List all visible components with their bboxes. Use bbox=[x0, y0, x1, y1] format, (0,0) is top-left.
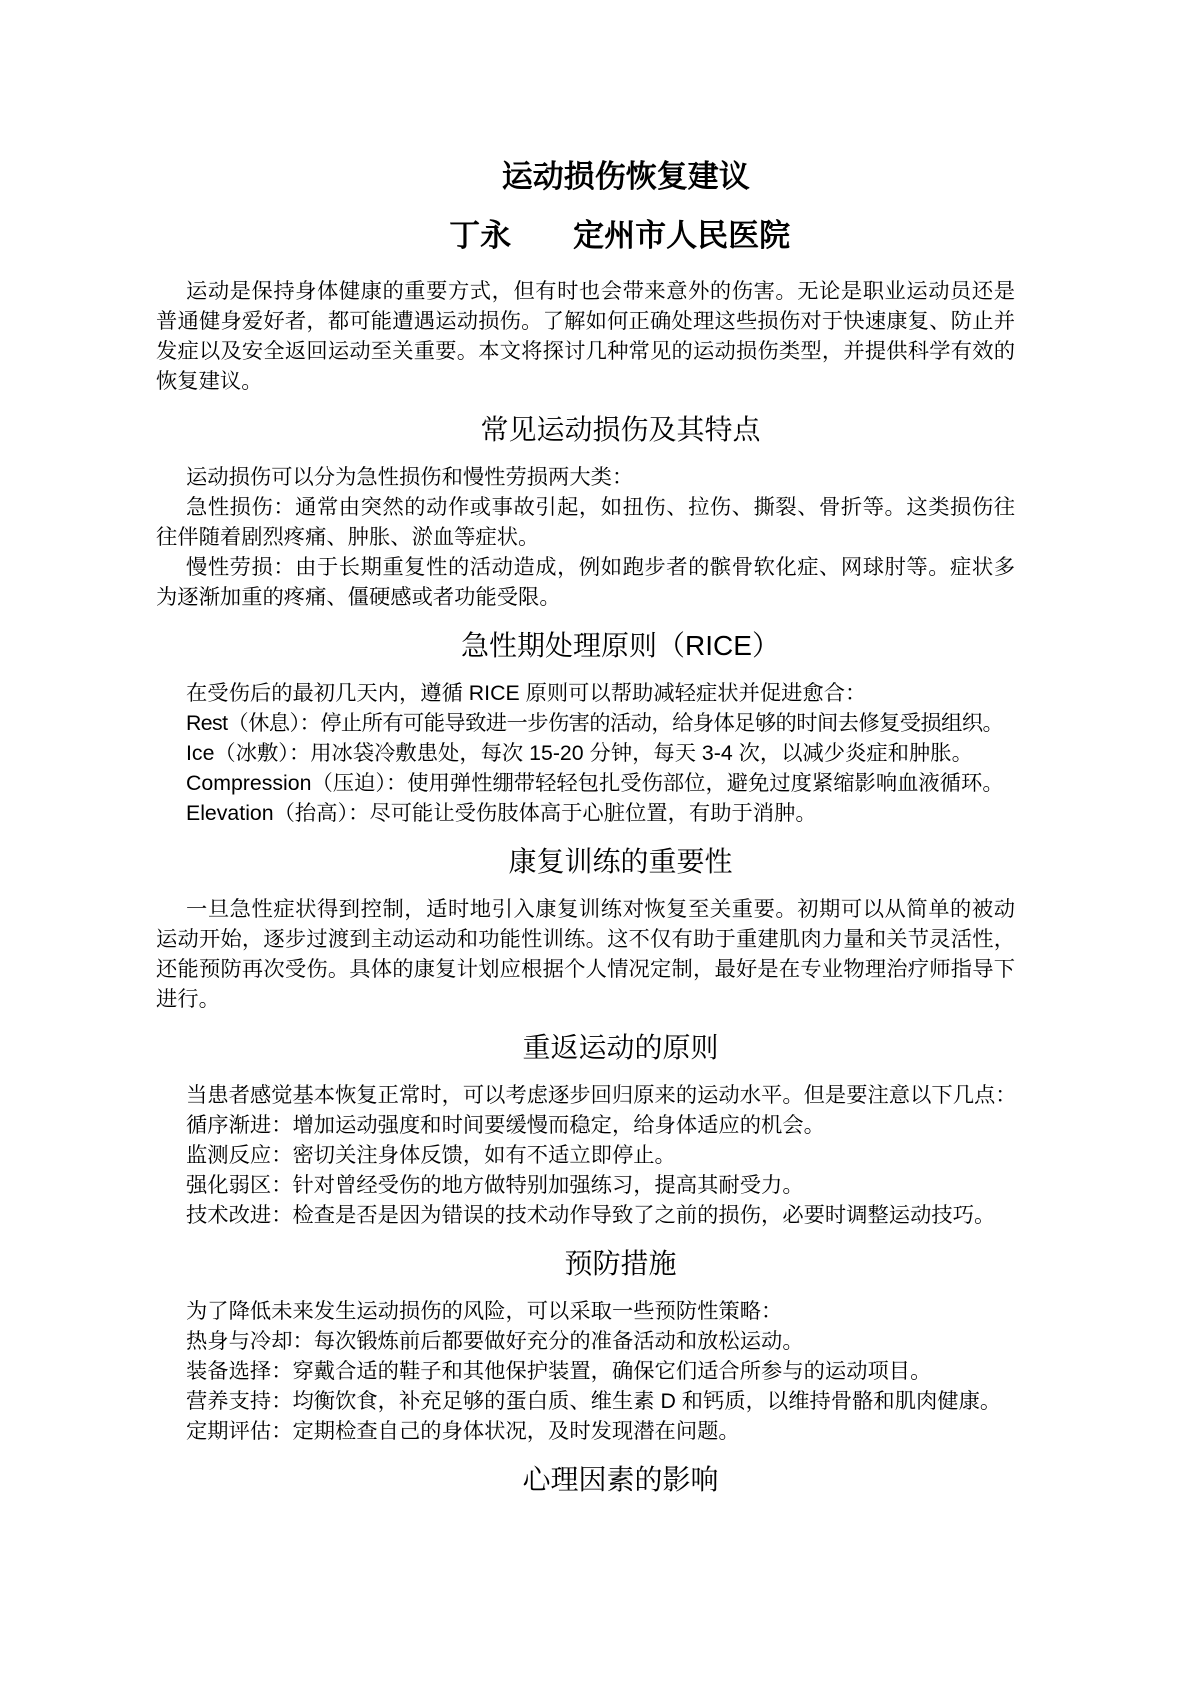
paragraph: 当患者感觉基本恢复正常时，可以考虑逐步回归原来的运动水平。但是要注意以下几点： bbox=[186, 1083, 1017, 1107]
section-heading: 心理因素的影响 bbox=[522, 1464, 719, 1495]
section-heading: 重返运动的原则 bbox=[522, 1032, 719, 1063]
paragraph: 慢性劳损：由于长期重复性的活动造成，例如跑步者的髌骨软化症、网球肘等。症状多为逐渐加重的疼痛、僵硬感或者功能受限。 bbox=[156, 555, 1015, 609]
paragraph: 热身与冷却：每次锻炼前后都要做好充分的准备活动和放松运动。 bbox=[186, 1329, 804, 1353]
paragraph: 技术改进：检查是否是因为错误的技术动作导致了之前的损伤，必要时调整运动技巧。 bbox=[186, 1203, 996, 1227]
document-body bbox=[156, 276, 1015, 1500]
section-heading: 康复训练的重要性 bbox=[508, 846, 733, 877]
paragraph: 定期评估：定期检查自己的身体状况，及时发现潜在问题。 bbox=[186, 1419, 740, 1443]
paragraph: 在受伤后的最初几天内，遵循 RICE 原则可以帮助减轻症状并促进愈合： bbox=[186, 681, 867, 705]
paragraph: Compression（压迫）：使用弹性绷带轻轻包扎受伤部位，避免过度紧缩影响血液循环。 bbox=[186, 771, 1004, 795]
paragraph: 营养支持：均衡饮食，补充足够的蛋白质、维生素 D 和钙质，以维持骨骼和肌肉健康。 bbox=[186, 1389, 1002, 1413]
document-title: 运动损伤恢复建议 bbox=[501, 159, 750, 194]
paragraph: 为了降低未来发生运动损伤的风险，可以采取一些预防性策略： bbox=[186, 1299, 783, 1323]
paragraph: 运动是保持身体健康的重要方式，但有时也会带来意外的伤害。无论是职业运动员还是普通健身爱好者，都可能遭遇运动损伤。了解如何正确处理这些损伤对于快速康复、防止并发症以及安全返回运动至关重要。本文将探讨几种常见的运动损伤类型，并提供科学有效的恢复建议。 bbox=[156, 279, 1015, 393]
section-heading: 常见运动损伤及其特点 bbox=[480, 414, 761, 445]
paragraph: Ice（冰敷）：用冰袋冷敷患处，每次 15-20 分钟，每天 3-4 次，以减少炎症和肿胀。 bbox=[186, 741, 973, 765]
paragraph: 强化弱区：针对曾经受伤的地方做特别加强练习，提高其耐受力。 bbox=[186, 1173, 804, 1197]
paragraph: 循序渐进：增加运动强度和时间要缓慢而稳定，给身体适应的机会。 bbox=[186, 1113, 825, 1137]
paragraph: Rest（休息）：停止所有可能导致进一步伤害的活动，给身体足够的时间去修复受损组织。 bbox=[186, 711, 1004, 735]
paragraph: 一旦急性症状得到控制，适时地引入康复训练对恢复至关重要。初期可以从简单的被动运动开始，逐步过渡到主动运动和功能性训练。这不仅有助于重建肌肉力量和关节灵活性，还能预防再次受伤。具体的康复计划应根据个人情况定制，最好是在专业物理治疗师指导下进行。 bbox=[156, 897, 1015, 1011]
paragraph: 监测反应：密切关注身体反馈，如有不适立即停止。 bbox=[186, 1143, 676, 1167]
paragraph: 运动损伤可以分为急性损伤和慢性劳损两大类： bbox=[186, 465, 634, 489]
paragraph: 急性损伤：通常由突然的动作或事故引起，如扭伤、拉伤、撕裂、骨折等。这类损伤往往伴随着剧烈疼痛、肿胀、淤血等症状。 bbox=[156, 495, 1015, 549]
section-heading: 急性期处理原则（RICE） bbox=[461, 630, 780, 661]
paragraph: 装备选择：穿戴合适的鞋子和其他保护装置，确保它们适合所参与的运动项目。 bbox=[186, 1359, 932, 1383]
document-byline: 丁永 定州市人民医院 bbox=[449, 218, 791, 253]
paragraph: Elevation（抬高）：尽可能让受伤肢体高于心脏位置，有助于消肿。 bbox=[186, 801, 817, 825]
section-heading: 预防措施 bbox=[564, 1248, 677, 1279]
